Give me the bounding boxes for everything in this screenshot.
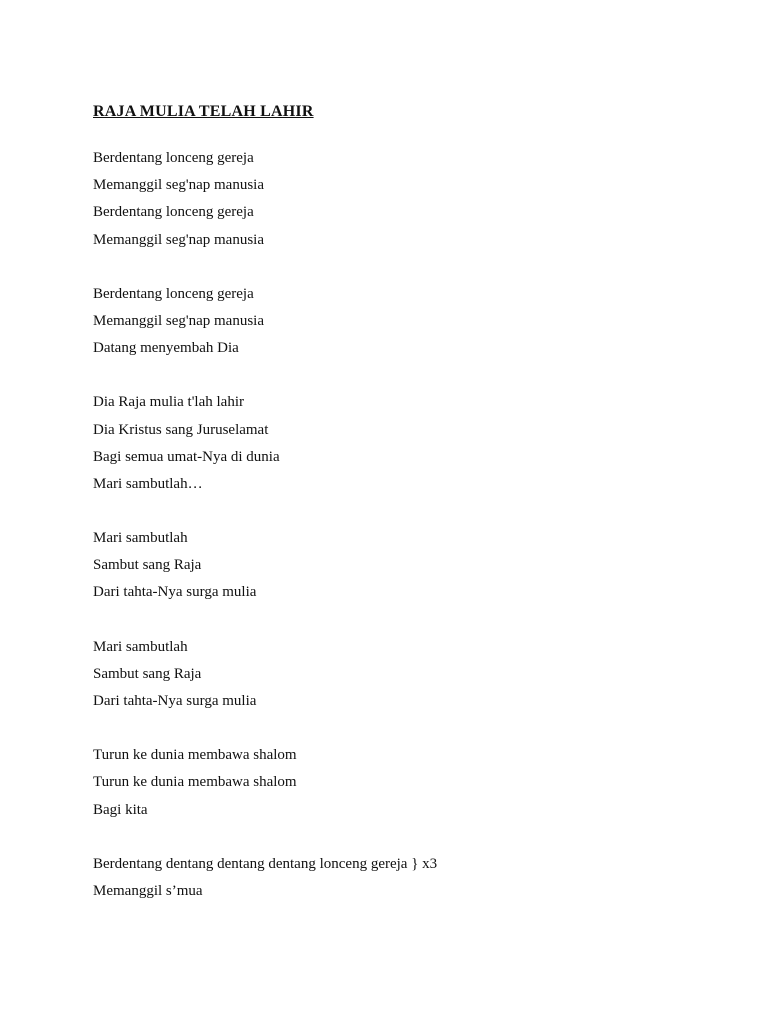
- lyric-line: Dari tahta-Nya surga mulia: [93, 584, 257, 601]
- lyric-line: Dia Kristus sang Juruselamat: [93, 421, 269, 438]
- lyric-line: Dia Raja mulia t'lah lahir: [93, 394, 244, 411]
- lyric-line: Sambut sang Raja: [93, 557, 202, 574]
- lyric-line: Turun ke dunia membawa shalom: [93, 747, 297, 764]
- lyric-line: Mari sambutlah: [93, 530, 188, 547]
- lyric-line: Mari sambutlah…: [93, 475, 203, 492]
- stanza-3: [93, 389, 733, 498]
- lyric-line: Berdentang dentang dentang dentang lonceng gereja } x3: [93, 855, 438, 872]
- lyric-line: Sambut sang Raja: [93, 665, 202, 682]
- stanza-2: [93, 281, 733, 363]
- lyric-line: Memanggil s’mua: [93, 882, 203, 899]
- lyric-line: Memanggil seg'nap manusia: [93, 312, 264, 329]
- lyric-line: Bagi semua umat-Nya di dunia: [93, 448, 280, 465]
- lyric-line: Berdentang lonceng gereja: [93, 204, 254, 221]
- stanza-4: [93, 525, 733, 607]
- lyric-line: Bagi kita: [93, 801, 148, 818]
- stanza-6: [93, 742, 733, 824]
- stanza-5: [93, 634, 733, 716]
- stanza-7: [93, 851, 733, 905]
- lyric-line: Berdentang lonceng gereja: [93, 150, 254, 166]
- stanza-1: [93, 145, 733, 254]
- lyric-line: Berdentang lonceng gereja: [93, 285, 254, 302]
- lyric-line: Memanggil seg'nap manusia: [93, 177, 264, 194]
- lyric-line: Datang menyembah Dia: [93, 340, 239, 357]
- lyric-line: Dari tahta-Nya surga mulia: [93, 693, 257, 709]
- lyrics-body: [93, 145, 733, 932]
- lyric-line: Memanggil seg'nap manusia: [93, 231, 264, 248]
- lyric-line: Mari sambutlah: [93, 638, 188, 655]
- song-title: RAJA MULIA TELAH LAHIR: [93, 103, 314, 120]
- lyric-line: Turun ke dunia membawa shalom: [93, 774, 297, 791]
